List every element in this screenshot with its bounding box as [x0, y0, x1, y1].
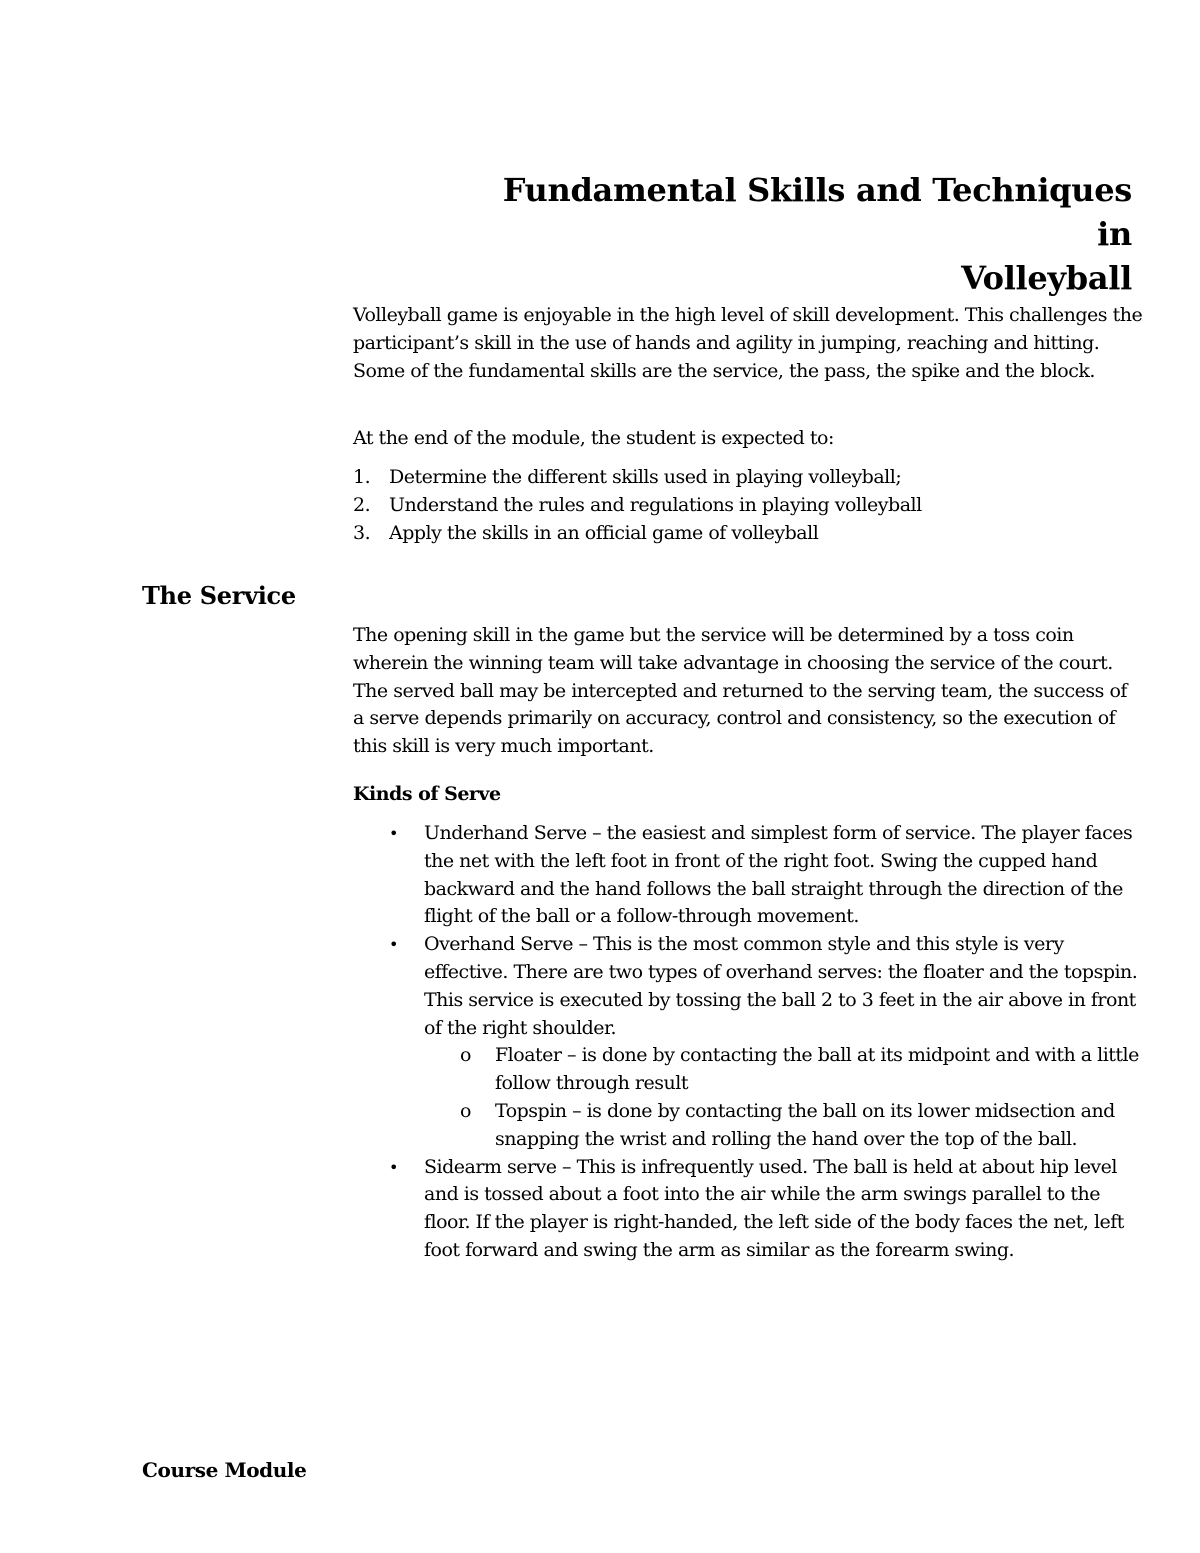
objective-number: 1. [353, 466, 371, 488]
objective-text: Understand the rules and regulations in playing volleyball [389, 493, 922, 516]
title-line-2: Volleyball [961, 259, 1132, 297]
intro-paragraph: Volleyball game is enjoyable in the high level of skill development. This challenges the participant’s skill in the use of hands and agility in jumping, reaching and hitting. Some of the fundamental skills are the service, the pass, the spike and the block. [353, 304, 1143, 382]
title-line-1: Fundamental Skills and Techniques in [502, 171, 1132, 253]
kinds-of-serve-list [353, 820, 1143, 1265]
footer-course-module: Course Module [142, 1458, 307, 1482]
list-item-text: Sidearm serve – This is infrequently used. The ball is held at about hip level and is tossed about a foot into the air while the arm swings parallel to the floor. If the player is right-handed, the left side of the body faces the net, left foot forward and swing the arm as similar as the forearm swing. [424, 1155, 1124, 1261]
list-item-overhand-serve [353, 931, 1144, 1153]
section-heading-service: The Service [142, 581, 296, 610]
circle-bullet-icon: o [460, 1044, 471, 1067]
circle-bullet-icon: o [460, 1099, 471, 1122]
bullet-icon: • [389, 1157, 398, 1177]
objectives-list [353, 464, 1143, 547]
list-item-text: Overhand Serve – This is the most common style and this style is very effective. There are two types of overhand serves: the floater and the topspin. This service is executed by tossing the ball 2 to 3 feet in the air above in front of the right shoulder. [424, 933, 1138, 1039]
objective-item [353, 464, 1143, 492]
page-title [480, 168, 1132, 300]
service-paragraph: The opening skill in the game but the service will be determined by a toss coin wherein the winning team will take advantage in choosing the service of the court. The served ball may be intercepted and returned to the serving team, the success of a serve depends primarily on accuracy, control and consistency, so the execution of this skill is very much important. [353, 624, 1127, 758]
list-item-sidearm-serve [353, 1154, 1144, 1265]
list-item-text: Underhand Serve – the easiest and simplest form of service. The player faces the net with the left foot in front of the right foot. Swing the cupped hand backward and the hand follows the ball straight through the direction of the flight of the ball or a follow-through movement. [424, 822, 1133, 928]
list-item-underhand-serve [353, 820, 1144, 931]
objective-item [353, 492, 1143, 520]
sublist-item-text: Floater – is done by contacting the ball at its midpoint and with a little follow through result [495, 1044, 1139, 1095]
sublist-item-text: Topspin – is done by contacting the ball on its lower midsection and snapping the wrist and rolling the hand over the top of the ball. [495, 1099, 1115, 1150]
objective-number: 2. [353, 493, 371, 516]
intro-section [353, 302, 1143, 385]
sublist-item-floater [424, 1042, 1144, 1098]
kinds-of-serve-heading: Kinds of Serve [353, 783, 501, 805]
objective-item [353, 520, 1143, 548]
bullet-icon: • [389, 824, 398, 843]
objective-text: Apply the skills in an official game of volleyball [389, 521, 819, 544]
bullet-icon: • [389, 935, 398, 955]
sublist-item-topspin [424, 1098, 1144, 1154]
objective-text: Determine the different skills used in playing volleyball; [389, 466, 902, 488]
objectives-lead: At the end of the module, the student is expected to: [353, 427, 834, 449]
objective-number: 3. [353, 521, 371, 544]
service-section [353, 622, 1143, 761]
